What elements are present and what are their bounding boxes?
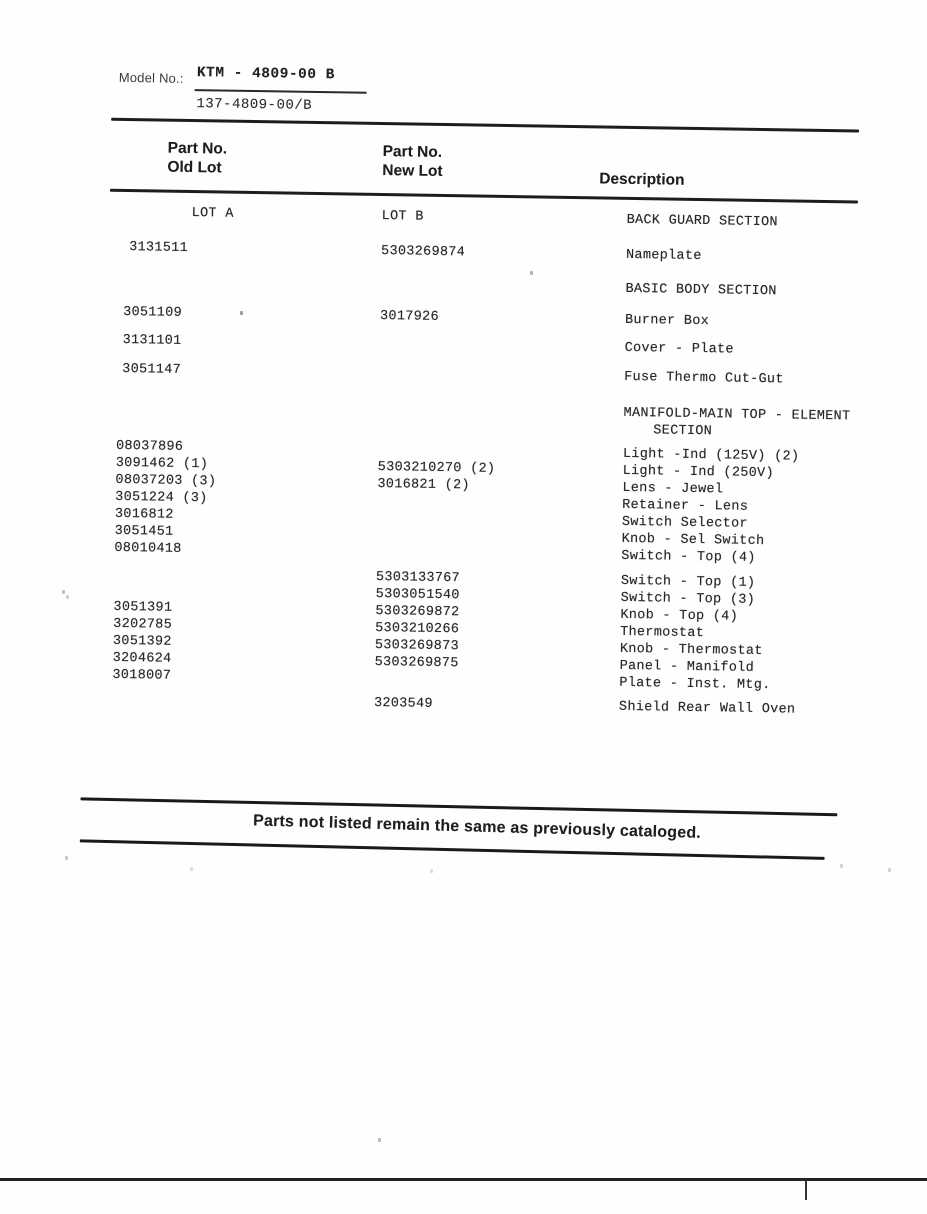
description: Switch - Top (1) [620,573,756,591]
new-part-no: 5303210266 [375,620,460,638]
description: Nameplate [625,247,702,265]
new-part-no: 3203549 [373,695,433,712]
scan-noise-specks [240,311,243,315]
footer-note: Parts not listed remain the same as previously cataloged. [252,812,702,842]
section-heading: MANIFOLD-MAIN TOP - ELEMENT [623,405,851,425]
column-header-description: Description [599,170,685,189]
table-row [0,238,923,270]
new-part-no: 5303269873 [374,637,460,655]
old-part-no: 3051391 [113,599,173,616]
description: Switch - Top (3) [620,590,756,608]
model-number-value: KTM - 4809-00 B [196,65,336,84]
old-part-no: 3202785 [113,616,173,633]
new-part-no: 3017926 [379,309,439,325]
description: Shield Rear Wall Oven [618,699,796,718]
description: Thermostat [620,624,705,642]
old-part-no: 08037896 [115,438,184,455]
description: Cover - Plate [624,340,734,358]
old-part-no: 3018007 [112,667,172,684]
section-heading: BASIC BODY SECTION [625,281,777,300]
description: Knob - Sel Switch [621,531,765,550]
new-part-no: 3016821 (2) [377,476,470,494]
column-header-new-lot-line2: New Lot [382,162,443,180]
column-header-old-lot [167,139,227,178]
column-header-new-lot [382,142,443,181]
old-part-no: 3091462 (1) [115,455,209,473]
old-part-no: LOT A [191,206,234,222]
new-part-no: 5303269875 [374,654,459,672]
column-header-old-lot-line1: Part No. [167,139,228,158]
old-part-no: 3016812 [114,506,174,523]
description: Knob - Top (4) [620,607,739,625]
new-part-no: 5303133767 [375,569,461,587]
table-row [0,396,921,440]
new-part-no: LOT B [381,209,424,225]
table-row [0,331,922,363]
old-part-no: 08010418 [114,540,182,557]
old-part-no: 3051109 [122,304,183,321]
new-part-no: 5303051540 [375,586,460,604]
old-part-no: 3051224 (3) [115,489,208,507]
footer-note-top-rule [80,797,837,816]
model-number-alt-value: 137-4809-00/B [196,96,313,114]
old-part-no: 3051147 [122,361,182,378]
column-header-old-lot-line2: Old Lot [167,158,222,177]
new-part-no: 5303210270 (2) [377,459,496,477]
table-row [0,303,922,335]
description: Panel - Manifold [619,658,755,676]
table-row [0,360,921,392]
description: Burner Box [624,312,710,330]
description: Switch Selector [621,514,749,532]
model-number-label: Model No.: [118,69,184,86]
section-heading: BACK GUARD SECTION [626,212,778,231]
table-row [0,272,923,304]
model-number-underline [195,89,367,94]
header-bottom-rule [110,189,858,204]
page-bottom-tick-mark [805,1180,807,1200]
old-part-no: 3131511 [129,240,189,256]
new-part-no: 5303269874 [380,244,466,261]
old-part-no: 3204624 [112,650,172,667]
description: Retainer - Lens [622,497,749,515]
header-top-rule [111,118,859,133]
table-row [0,203,924,235]
page-bottom-edge-line [0,1178,927,1181]
description: Lens - Jewel [622,480,724,498]
old-part-no: 3051451 [114,523,174,540]
old-part-no: 08037203 (3) [115,472,217,490]
old-part-no: 3051392 [112,633,172,650]
new-part-no: 5303269872 [375,603,460,621]
old-part-no: 3131101 [122,332,182,349]
description: Switch - Top (4) [621,548,756,566]
description: Plate - Inst. Mtg. [619,675,771,694]
description: Knob - Thermostat [619,641,763,660]
description: Light -Ind (125V) (2) [622,446,800,465]
column-header-new-lot-line1: Part No. [382,143,443,161]
description: Fuse Thermo Cut-Gut [624,369,784,388]
section-heading-line2: SECTION [653,423,713,440]
description: Light - Ind (250V) [622,463,775,482]
